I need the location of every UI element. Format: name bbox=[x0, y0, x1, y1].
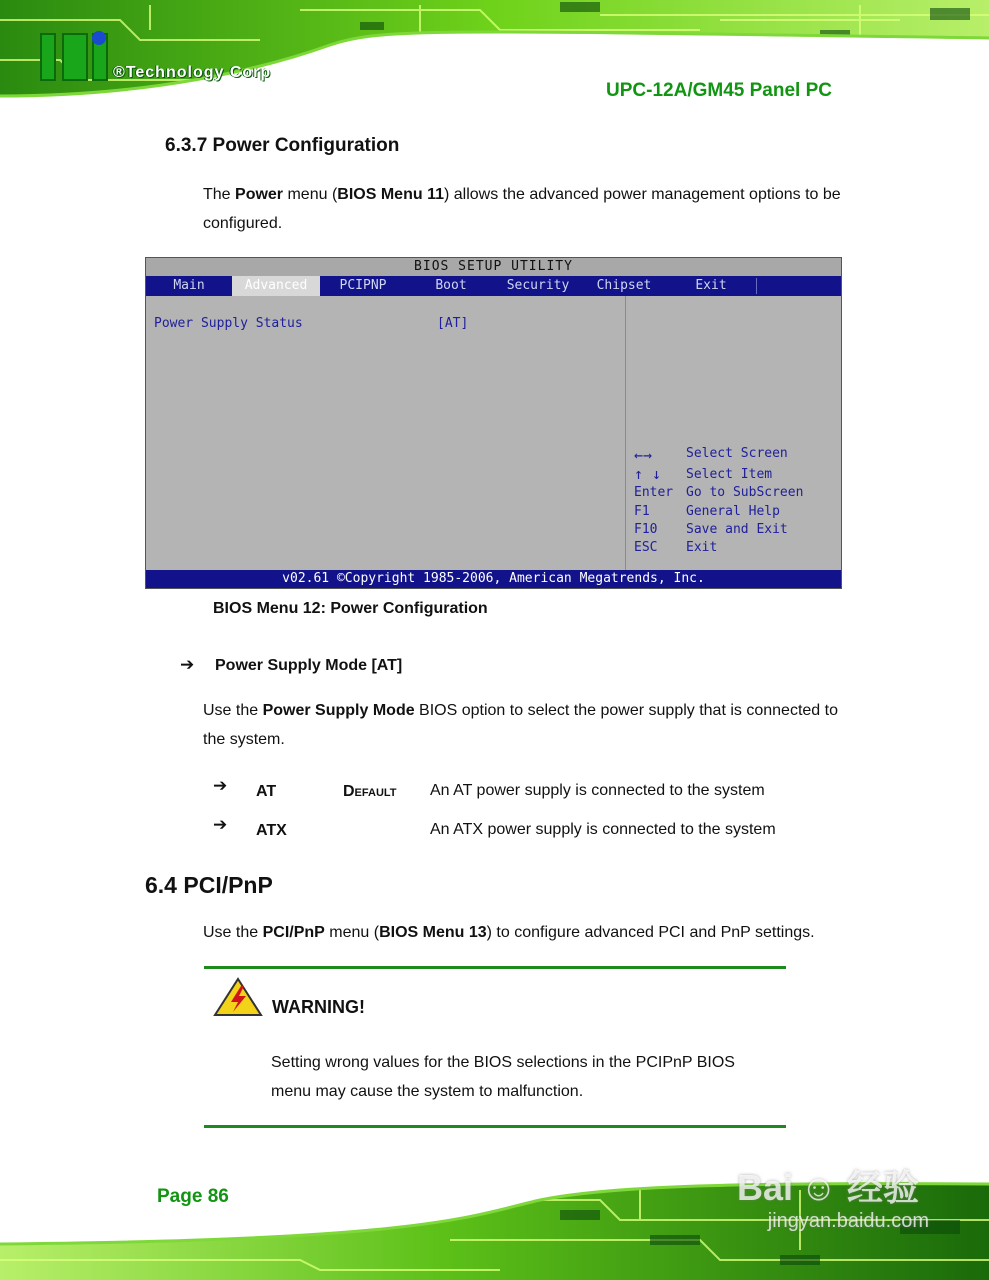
warning-bottom-rule bbox=[204, 1125, 786, 1128]
warning-icon bbox=[212, 976, 264, 1018]
bios-tab-main[interactable]: Main bbox=[173, 278, 205, 293]
iei-logo bbox=[40, 33, 110, 81]
bios-title: BIOS SETUP UTILITY bbox=[146, 258, 841, 276]
warning-line-1: Setting wrong values for the BIOS selections in the PCIPnP BIOS bbox=[271, 1054, 735, 1071]
bios-menu-bar bbox=[146, 276, 841, 296]
page-header bbox=[0, 0, 989, 118]
choice-name-atx: ATX bbox=[256, 822, 287, 839]
figure-caption: BIOS Menu 12: Power Configuration bbox=[213, 600, 488, 617]
product-name: UPC-12A/GM45 Panel PC bbox=[606, 80, 832, 101]
bios-tab-advanced[interactable]: Advanced bbox=[232, 276, 320, 296]
bios-key-enter: Enter bbox=[634, 485, 674, 500]
choice-desc-atx: An ATX power supply is connected to the system bbox=[430, 821, 776, 838]
watermark-url: jingyan.baidu.com bbox=[767, 1210, 929, 1232]
bios-option-label[interactable]: Power Supply Status bbox=[154, 316, 303, 331]
bios-help-pane bbox=[626, 296, 841, 571]
bios-tab-exit[interactable]: Exit bbox=[695, 278, 727, 293]
power-intro: The Power menu (BIOS Menu 11) allows the advanced power management options to be configured. bbox=[203, 186, 841, 232]
option-heading: Power Supply Mode [AT] bbox=[215, 657, 403, 674]
bios-key-desc: Select Screen bbox=[686, 446, 788, 461]
bios-options-pane bbox=[146, 296, 626, 571]
company-name: ®Technology Corp bbox=[113, 64, 272, 81]
bios-key-up-down: ↑ ↓ bbox=[634, 465, 662, 483]
choice-desc-at: An AT power supply is connected to the system bbox=[430, 782, 765, 799]
warning-title: WARNING! bbox=[272, 997, 365, 1017]
bios-key-desc: Select Item bbox=[686, 467, 773, 482]
circuit-board-banner bbox=[0, 0, 989, 118]
bios-key-f1: F1 bbox=[634, 504, 650, 519]
bios-tab-pcipnp[interactable]: PCIPNP bbox=[339, 278, 387, 293]
option-description: Use the Power Supply Mode BIOS option to select the power supply that is connected to the system. bbox=[203, 702, 838, 748]
bios-tab-security[interactable]: Security bbox=[506, 278, 570, 293]
warning-line-2: menu may cause the system to malfunction. bbox=[271, 1083, 584, 1100]
bios-key-f10: F10 bbox=[634, 522, 658, 537]
bios-option-value[interactable]: [AT] bbox=[437, 316, 469, 331]
section-title-pcipnp: 6.4 PCI/PnP bbox=[145, 872, 273, 898]
bios-copyright: v02.61 ©Copyright 1985-2006, American Megatrends, Inc. bbox=[146, 570, 841, 588]
bios-key-desc: Save and Exit bbox=[686, 522, 788, 537]
bios-key-desc: Go to SubScreen bbox=[686, 485, 804, 500]
warning-top-rule bbox=[204, 966, 786, 969]
page-number: Page 86 bbox=[157, 1186, 229, 1207]
choice-name-at: AT bbox=[256, 783, 277, 800]
arrow-icon: ➔ bbox=[213, 815, 228, 834]
section-title-power: 6.3.7 Power Configuration bbox=[165, 135, 400, 156]
bios-tab-boot[interactable]: Boot bbox=[435, 278, 467, 293]
watermark-logo: Bai ☺ 经验 bbox=[737, 1167, 919, 1208]
arrow-icon: ➔ bbox=[180, 655, 195, 674]
default-label: Default bbox=[343, 783, 397, 800]
bios-screen bbox=[145, 257, 842, 589]
bios-key-desc: General Help bbox=[686, 504, 780, 519]
bios-key-esc: ESC bbox=[634, 540, 658, 555]
arrow-icon: ➔ bbox=[213, 776, 228, 795]
bios-tab-chipset[interactable]: Chipset bbox=[596, 278, 652, 293]
pcipnp-intro: Use the PCI/PnP menu (BIOS Menu 13) to configure advanced PCI and PnP settings. bbox=[203, 924, 815, 941]
bios-key-desc: Exit bbox=[686, 540, 718, 555]
bios-key-left-right: ←→ bbox=[634, 446, 653, 464]
